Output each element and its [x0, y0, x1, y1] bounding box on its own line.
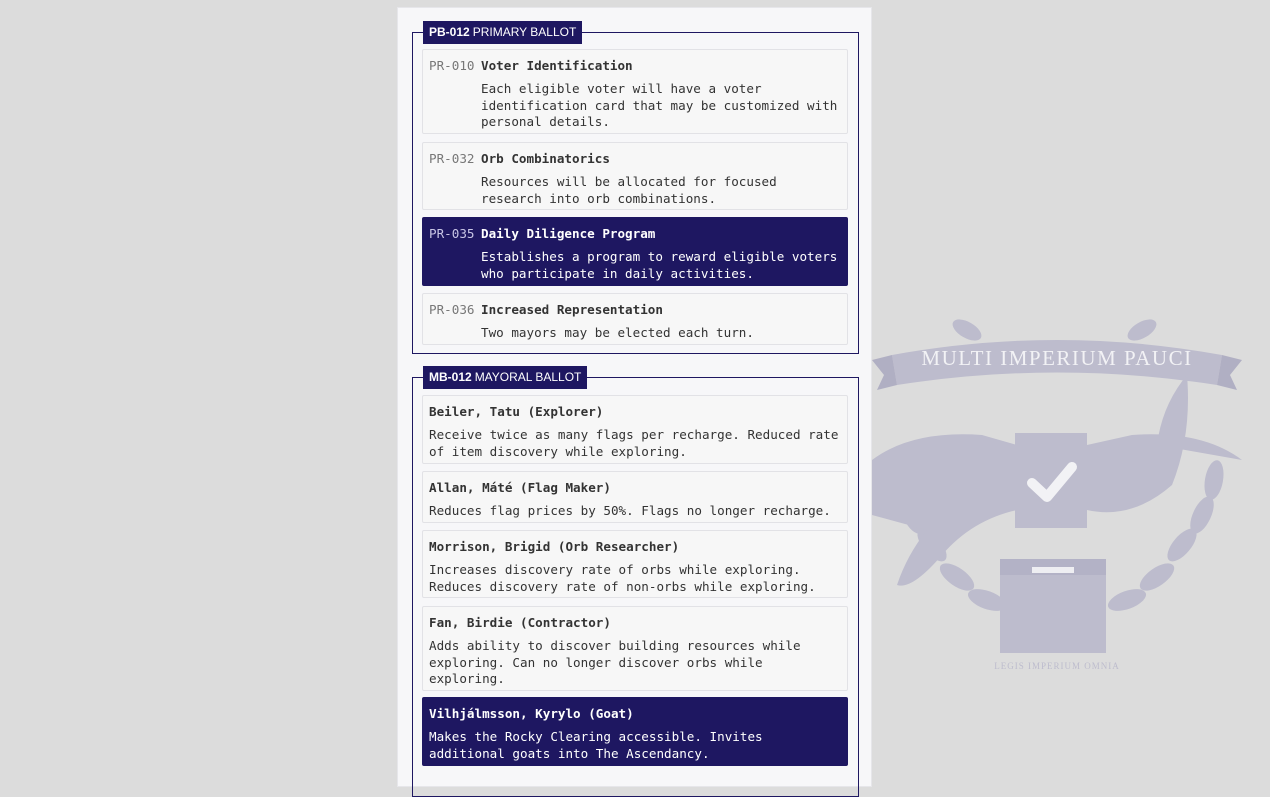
ballot-title: PRIMARY BALLOT [472, 25, 577, 39]
proposition-card-pr-036[interactable] [422, 293, 848, 345]
candidate-card-allan[interactable] [422, 471, 848, 523]
primary-ballot-legend [423, 21, 582, 44]
proposition-title: Voter Identification [481, 58, 633, 73]
candidate-description: Reduces flag prices by 50%. Flags no longer recharge. [429, 503, 831, 518]
proposition-card-pr-035[interactable] [422, 217, 848, 286]
primary-ballot [412, 25, 859, 354]
candidate-description: Adds ability to discover building resources while exploring. Can no longer discover orbs while exploring. [429, 638, 801, 686]
mayoral-ballot [412, 370, 859, 797]
ballot-code: PB-012 [429, 25, 470, 39]
proposition-card-pr-010[interactable] [422, 49, 848, 134]
motto-bottom: LEGIS IMPERIUM OMNIA [994, 661, 1120, 671]
ballot-box-icon [1000, 563, 1106, 653]
ballot-title: MAYORAL BALLOT [474, 370, 582, 384]
proposition-description: Establishes a program to reward eligible voters who participate in daily activities. [481, 249, 838, 281]
ballot-code: MB-012 [429, 370, 472, 384]
ballot-sheet [397, 7, 872, 787]
candidate-name: Morrison, Brigid (Orb Researcher) [429, 539, 680, 554]
proposition-title: Increased Representation [481, 302, 663, 317]
candidate-card-morrison[interactable] [422, 530, 848, 598]
proposition-description: Each eligible voter will have a voter identification card that may be customized with personal details. [481, 81, 838, 129]
candidate-name: Allan, Máté (Flag Maker) [429, 480, 611, 495]
proposition-number: PR-035 [429, 226, 475, 241]
hand-left-icon [872, 434, 1017, 585]
emblem-seal [872, 315, 1242, 675]
proposition-description: Resources will be allocated for focused research into orb combinations. [481, 174, 777, 206]
ballot-card-icon [1015, 433, 1087, 528]
proposition-number: PR-032 [429, 151, 475, 166]
proposition-title: Daily Diligence Program [481, 226, 656, 241]
candidate-name: Fan, Birdie (Contractor) [429, 615, 611, 630]
candidate-card-beiler[interactable] [422, 395, 848, 464]
candidate-description: Increases discovery rate of orbs while exploring. Reduces discovery rate of non-orbs while exploring. [429, 562, 816, 594]
candidate-name: Beiler, Tatu (Explorer) [429, 404, 604, 419]
proposition-card-pr-032[interactable] [422, 142, 848, 210]
mayoral-ballot-legend [423, 366, 587, 389]
proposition-description: Two mayors may be elected each turn. [481, 325, 754, 340]
motto-top: MULTI IMPERIUM PAUCI [921, 346, 1193, 370]
proposition-number: PR-010 [429, 58, 475, 73]
proposition-title: Orb Combinatorics [481, 151, 610, 166]
candidate-description: Makes the Rocky Clearing accessible. Invites additional goats into The Ascendancy. [429, 729, 763, 761]
candidate-card-vilhjalmsson[interactable] [422, 697, 848, 766]
candidate-name: Vilhjálmsson, Kyrylo (Goat) [429, 706, 634, 721]
candidate-description: Receive twice as many flags per recharge. Reduced rate of item discovery while exploring. [429, 427, 839, 459]
proposition-number: PR-036 [429, 302, 475, 317]
candidate-card-fan[interactable] [422, 606, 848, 691]
